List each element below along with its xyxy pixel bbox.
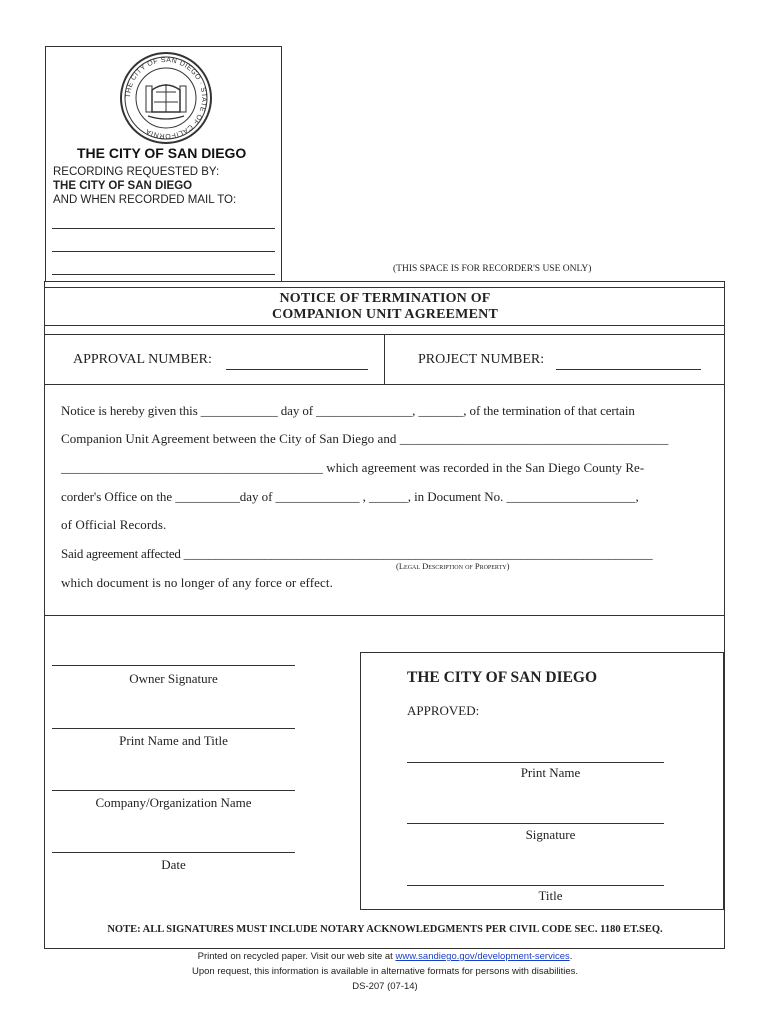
company-name-line[interactable] [52,790,295,791]
print-name-title-line[interactable] [52,728,295,729]
notice-line-1: Notice is hereby given this ____________ day of _______________, _______, of the termination of that certain [61,403,635,418]
footer-recycled-text: Printed on recycled paper. Visit our web site at [197,951,396,962]
footer-accessibility-line: Upon request, this information is available in alternative formats for persons with disabilities. [192,966,578,977]
form-id: DS-207 (07-14) [352,981,418,992]
date-line[interactable] [52,852,295,853]
mail-to-line-1[interactable] [52,228,275,229]
approved-label: APPROVED: [407,703,480,718]
mail-to-line-3[interactable] [52,274,275,275]
notice-line-2: Companion Unit Agreement between the City of San Diego and _________________________________________ [61,431,669,446]
print-name-title-label: Print Name and Title [119,733,228,748]
recording-requested-label: RECORDING REQUESTED BY: [53,166,220,178]
notice-line-5: of Official Records. [61,517,167,532]
form-title-line1: NOTICE OF TERMINATION OF [279,291,491,306]
city-signature-label: Signature [525,827,576,842]
notice-line-6: Said agreement affected ___________________________________________________________________________ [61,546,653,561]
recording-requester: THE CITY OF SAN DIEGO [53,180,193,192]
recording-city-heading: THE CITY OF SAN DIEGO [77,145,247,161]
divider [44,325,725,326]
city-title-line[interactable] [407,885,664,886]
owner-signature-label: Owner Signature [129,671,218,686]
city-approval-box [360,652,724,910]
number-divider [384,334,385,384]
city-approval-heading: THE CITY OF SAN DIEGO [407,669,598,686]
notice-line-4: corder's Office on the __________day of _____________ , ______, in Document No. ____________________, [61,489,639,504]
recorder-use-note: (THIS SPACE IS FOR RECORDER'S USE ONLY) [393,264,592,274]
seal-text: THE CITY OF SAN DIEGO · STATE OF CALIFORNIA [124,56,208,140]
legal-description-caption: (Legal Description of Property) [396,561,510,571]
notice-line-3: ________________________________________ which agreement was recorded in the San Diego County Re- [61,460,645,475]
city-title-label: Title [538,888,563,903]
approval-number-label: APPROVAL NUMBER: [73,352,212,367]
city-print-name-label: Print Name [520,765,581,780]
city-signature-line[interactable] [407,823,664,824]
divider [44,615,725,616]
city-seal-icon [118,50,214,146]
mail-to-label: AND WHEN RECORDED MAIL TO: [53,194,237,206]
project-number-field[interactable] [556,369,701,370]
form-title-line2: COMPANION UNIT AGREEMENT [272,307,498,322]
footer-recycled-line [0,951,770,962]
divider [44,287,725,288]
website-link[interactable]: www.sandiego.gov/development-services [395,951,570,962]
mail-to-line-2[interactable] [52,251,275,252]
divider [44,384,725,385]
project-number-label: PROJECT NUMBER: [418,352,545,367]
approval-number-field[interactable] [226,369,368,370]
city-print-name-line[interactable] [407,762,664,763]
date-label: Date [161,857,186,872]
footer-period: . [569,951,573,962]
notary-note: NOTE: ALL SIGNATURES MUST INCLUDE NOTARY ACKNOWLEDGMENTS PER CIVIL CODE SEC. 1180 ET.SEQ. [107,924,663,935]
notice-line-7: which document is no longer of any force or effect. [61,575,333,590]
company-name-label: Company/Organization Name [95,795,252,810]
owner-signature-line[interactable] [52,665,295,666]
